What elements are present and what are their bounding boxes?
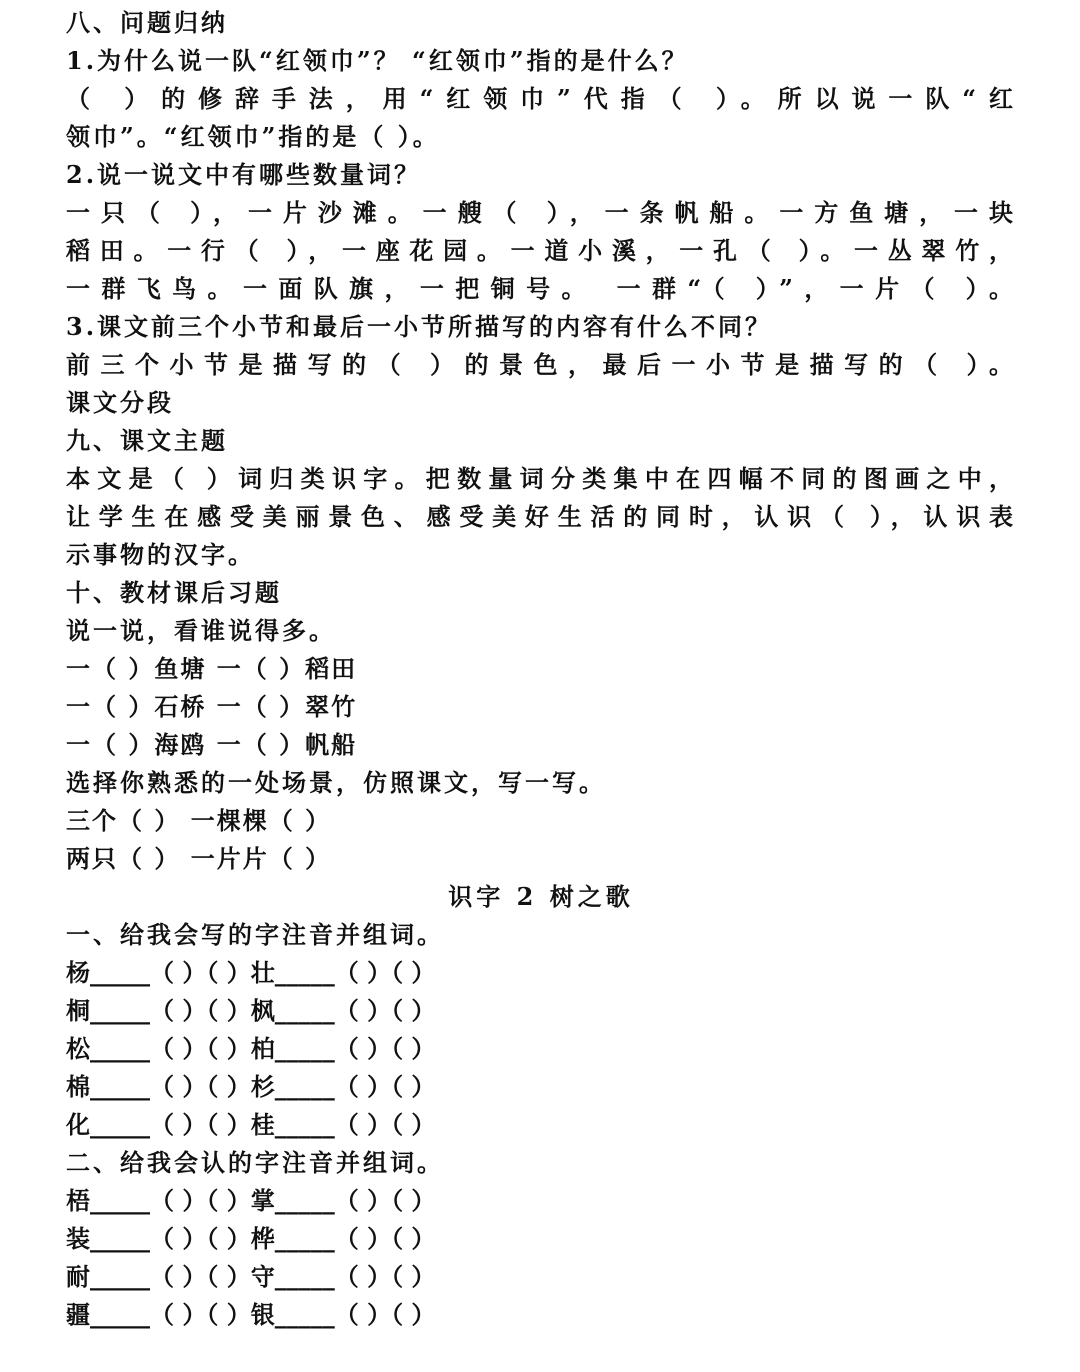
answer-2-line-3: 一群飞鸟。一面队旗，一把铜号。 一群“（ ）”，一片（ ）。 <box>66 274 1016 303</box>
theme-line-1: 本文是（ ）词归类识字。把数量词分类集中在四幅不同的图画之中， <box>66 464 1016 493</box>
character-row: 棉_____（ ）（ ）杉_____（ ）（ ） <box>66 1072 436 1101</box>
part-1-heading: 一、给我会写的字注音并组词。 <box>66 920 444 949</box>
character-row: 耐_____（ ）（ ）守_____（ ）（ ） <box>66 1262 436 1291</box>
character-row: 疆_____（ ）（ ）银_____（ ）（ ） <box>66 1300 436 1329</box>
question-3: 3.课文前三个小节和最后一小节所描写的内容有什么不同？ <box>66 312 773 341</box>
character-row: 梧_____（ ）（ ）掌_____（ ）（ ） <box>66 1186 436 1215</box>
character-row: 桐_____（ ）（ ）枫_____（ ）（ ） <box>66 996 436 1025</box>
measure-word-row: 一（ ）海鸥 一（ ）帆船 <box>66 730 358 759</box>
exercise-prompt-1: 说一说，看谁说得多。 <box>66 616 336 645</box>
write-characters-grid <box>66 954 1016 1144</box>
part-2-heading: 二、给我会认的字注音并组词。 <box>66 1148 444 1177</box>
exercise-prompt-2: 选择你熟悉的一处场景，仿照课文，写一写。 <box>66 768 606 797</box>
answer-2-line-1: 一只（ ），一片沙滩。一艘（ ），一条帆船。一方鱼塘，一块 <box>66 198 1016 227</box>
character-row: 装_____（ ）（ ）桦_____（ ）（ ） <box>66 1224 436 1253</box>
theme-line-2: 让学生在感受美丽景色、感受美好生活的同时，认识（ ），认识表 <box>66 502 1016 531</box>
character-row: 松_____（ ）（ ）柏_____（ ）（ ） <box>66 1034 436 1063</box>
measure-word-pairs <box>66 650 1016 764</box>
lesson-title: 识字 2 树之歌 <box>448 882 634 911</box>
answer-3-line-1: 前三个小节是描写的（ ）的景色，最后一小节是描写的（ ）。 <box>66 350 1016 379</box>
character-row: 杨_____（ ）（ ）壮_____（ ）（ ） <box>66 958 436 987</box>
answer-1-line-1: （ ）的修辞手法，用“红领巾”代指（ ）。所以说一队“红 <box>66 84 1016 113</box>
character-row: 化_____（ ）（ ）桂_____（ ）（ ） <box>66 1110 436 1139</box>
worksheet-page <box>66 4 1016 1334</box>
recognize-characters-grid <box>66 1182 1016 1334</box>
measure-word-row: 一（ ）石桥 一（ ）翠竹 <box>66 692 358 721</box>
section-8-heading: 八、问题归纳 <box>66 8 228 37</box>
section-10-heading: 十、教材课后习题 <box>66 578 282 607</box>
section-9-heading: 九、课文主题 <box>66 426 228 455</box>
answer-1-line-2: 领巾”。“红领巾”指的是（ ）。 <box>66 122 440 151</box>
question-1: 1.为什么说一队“红领巾”？ “红领巾”指的是什么？ <box>66 46 689 75</box>
writing-practice <box>66 802 1016 878</box>
writing-row: 三个（ ） 一棵棵（ ） <box>66 806 332 835</box>
theme-line-3: 示事物的汉字。 <box>66 540 255 569</box>
measure-word-row: 一（ ）鱼塘 一（ ）稻田 <box>66 654 358 683</box>
section-note: 课文分段 <box>66 388 174 417</box>
answer-2-line-2: 稻田。一行（ ），一座花园。一道小溪，一孔（ ）。一丛翠竹， <box>66 236 1016 265</box>
writing-row: 两只（ ） 一片片（ ） <box>66 844 332 873</box>
question-2: 2.说一说文中有哪些数量词？ <box>66 160 422 189</box>
